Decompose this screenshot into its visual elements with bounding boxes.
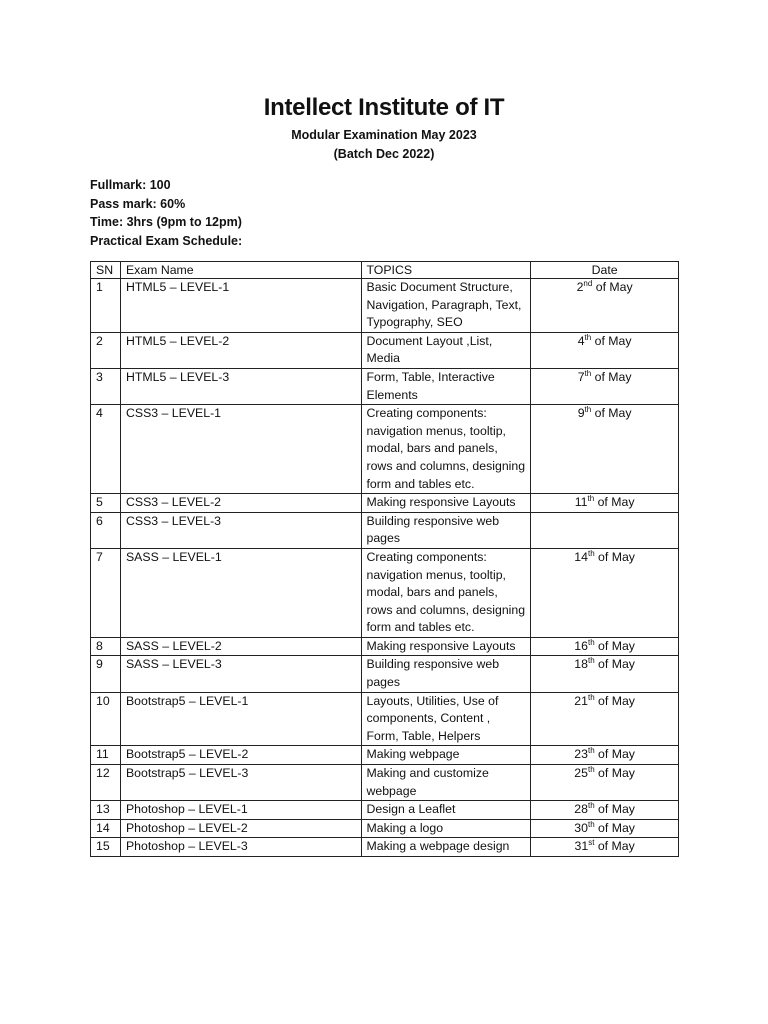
date-ordinal-suffix: th (587, 637, 595, 647)
table-row (91, 279, 679, 333)
date-day: 2 (576, 280, 584, 294)
exam-name-cell: Bootstrap5 – LEVEL-1 (120, 692, 361, 746)
date-month: of May (594, 802, 635, 817)
topics-cell: Making responsive Layouts (361, 637, 531, 656)
exam-name-cell: Bootstrap5 – LEVEL-2 (120, 746, 361, 765)
table-header-row (91, 262, 679, 279)
date-cell (531, 512, 679, 548)
exam-name-cell: HTML5 – LEVEL-1 (120, 279, 361, 333)
table-row (91, 801, 679, 820)
date-ordinal-suffix: th (584, 368, 592, 378)
topics-cell: Making responsive Layouts (361, 494, 531, 513)
topics-cell: Creating components: navigation menus, tooltip, modal, bars and panels, rows and columns, designing form and tables etc. (361, 405, 531, 494)
sn-cell: 13 (91, 801, 121, 820)
exam-name-cell: CSS3 – LEVEL-1 (120, 405, 361, 494)
date-day: 21 (574, 693, 588, 708)
date-cell (531, 692, 679, 746)
date-month: of May (594, 747, 635, 762)
date-month: of May (594, 657, 635, 672)
topics-cell: Design a Leaflet (361, 801, 531, 820)
table-row (91, 332, 679, 368)
date-ordinal-suffix: th (584, 332, 592, 342)
exam-name-cell: Photoshop – LEVEL-3 (120, 838, 361, 857)
table-row (91, 494, 679, 513)
date-ordinal-suffix: th (584, 405, 592, 415)
table-row (91, 692, 679, 746)
fullmark-line: Fullmark: 100 (90, 178, 171, 192)
date-cell (531, 637, 679, 656)
table-row (91, 548, 679, 637)
date-ordinal-suffix: th (587, 494, 595, 504)
sn-cell: 1 (91, 279, 121, 333)
pass-mark-line: Pass mark: 60% (90, 196, 186, 211)
date-day: 18 (574, 657, 588, 672)
exam-name-cell: SASS – LEVEL-1 (120, 548, 361, 637)
topics-cell: Layouts, Utilities, Use of components, Content , Form, Table, Helpers (361, 692, 531, 746)
date-cell (531, 656, 679, 692)
date-cell (531, 279, 679, 333)
exam-name-cell: HTML5 – LEVEL-2 (120, 332, 361, 368)
topics-cell: Creating components: navigation menus, tooltip, modal, bars and panels, rows and columns, designing form and tables etc. (361, 548, 531, 637)
date-cell (531, 801, 679, 820)
topics-cell: Building responsive web pages (361, 656, 531, 692)
exam-schedule-table (90, 261, 679, 857)
date-month: of May (594, 693, 635, 708)
header-date: Date (531, 262, 679, 279)
header-exam-name: Exam Name (120, 262, 361, 279)
date-month: of May (594, 638, 635, 653)
exam-name-cell: Photoshop – LEVEL-1 (120, 801, 361, 820)
sn-cell: 10 (91, 692, 121, 746)
date-ordinal-suffix: nd (583, 278, 593, 288)
date-cell (531, 405, 679, 494)
date-ordinal-suffix: th (587, 746, 595, 756)
date-ordinal-suffix: th (587, 656, 595, 666)
sn-cell: 12 (91, 765, 121, 801)
topics-cell: Basic Document Structure, Navigation, Paragraph, Text, Typography, SEO (361, 279, 531, 333)
date-cell (531, 819, 679, 838)
exam-name-cell: Bootstrap5 – LEVEL-3 (120, 765, 361, 801)
date-cell (531, 494, 679, 513)
date-month: of May (591, 333, 632, 348)
table-row (91, 746, 679, 765)
sn-cell: 4 (91, 405, 121, 494)
date-day: 9 (577, 406, 585, 421)
time-line: Time: 3hrs (9pm to 12pm) (90, 215, 242, 229)
header-topics: TOPICS (361, 262, 531, 279)
table-row (91, 819, 679, 838)
date-cell (531, 838, 679, 857)
table-row (91, 765, 679, 801)
topics-cell: Making a logo (361, 819, 531, 838)
sn-cell: 11 (91, 746, 121, 765)
topics-cell: Document Layout ,List, Media (361, 332, 531, 368)
date-month: of May (591, 369, 632, 384)
date-cell (531, 765, 679, 801)
date-ordinal-suffix: th (587, 801, 595, 811)
date-day: 16 (574, 638, 588, 653)
date-month: of May (594, 766, 635, 781)
exam-name-cell: HTML5 – LEVEL-3 (120, 368, 361, 404)
date-month: of May (592, 280, 633, 294)
table-row (91, 512, 679, 548)
table-row (91, 368, 679, 404)
schedule-heading: Practical Exam Schedule: (90, 233, 243, 248)
date-day: 11 (574, 495, 588, 510)
date-ordinal-suffix: th (587, 764, 595, 774)
table-row (91, 838, 679, 857)
date-day: 4 (577, 333, 585, 348)
date-ordinal-suffix: th (587, 692, 595, 702)
date-ordinal-suffix: th (587, 548, 595, 558)
date-ordinal-suffix: st (588, 838, 595, 848)
header-sn: SN (91, 262, 121, 279)
date-month: of May (594, 549, 635, 564)
sn-cell: 8 (91, 637, 121, 656)
date-day: 30 (574, 820, 588, 835)
date-cell (531, 368, 679, 404)
sn-cell: 14 (91, 819, 121, 838)
exam-subtitle: Modular Examination May 2023 (291, 128, 477, 142)
table-body (91, 279, 679, 857)
date-month: of May (594, 495, 635, 510)
batch-subtitle: (Batch Dec 2022) (333, 147, 435, 161)
date-day: 23 (574, 747, 588, 762)
sn-cell: 6 (91, 512, 121, 548)
date-day: 25 (574, 766, 588, 781)
date-cell (531, 332, 679, 368)
document-title: Intellect Institute of IT (263, 94, 505, 121)
table-row (91, 637, 679, 656)
sn-cell: 9 (91, 656, 121, 692)
date-ordinal-suffix: th (587, 819, 595, 829)
sn-cell: 2 (91, 332, 121, 368)
date-day: 7 (577, 369, 585, 384)
date-day: 31 (574, 839, 589, 854)
sn-cell: 5 (91, 494, 121, 513)
exam-name-cell: CSS3 – LEVEL-3 (120, 512, 361, 548)
date-day: 14 (574, 549, 588, 564)
exam-name-cell: Photoshop – LEVEL-2 (120, 819, 361, 838)
exam-name-cell: CSS3 – LEVEL-2 (120, 494, 361, 513)
topics-cell: Making a webpage design (361, 838, 531, 857)
date-cell (531, 548, 679, 637)
topics-cell: Building responsive web pages (361, 512, 531, 548)
date-day: 28 (574, 802, 588, 817)
topics-cell: Making and customize webpage (361, 765, 531, 801)
sn-cell: 15 (91, 838, 121, 857)
exam-name-cell: SASS – LEVEL-2 (120, 637, 361, 656)
date-month: of May (594, 839, 635, 854)
sn-cell: 7 (91, 548, 121, 637)
topics-cell: Making webpage (361, 746, 531, 765)
exam-name-cell: SASS – LEVEL-3 (120, 656, 361, 692)
topics-cell: Form, Table, Interactive Elements (361, 368, 531, 404)
exam-info (90, 176, 242, 250)
date-cell (531, 746, 679, 765)
table-row (91, 656, 679, 692)
date-month: of May (594, 820, 635, 835)
sn-cell: 3 (91, 368, 121, 404)
table-row (91, 405, 679, 494)
date-month: of May (591, 406, 632, 421)
